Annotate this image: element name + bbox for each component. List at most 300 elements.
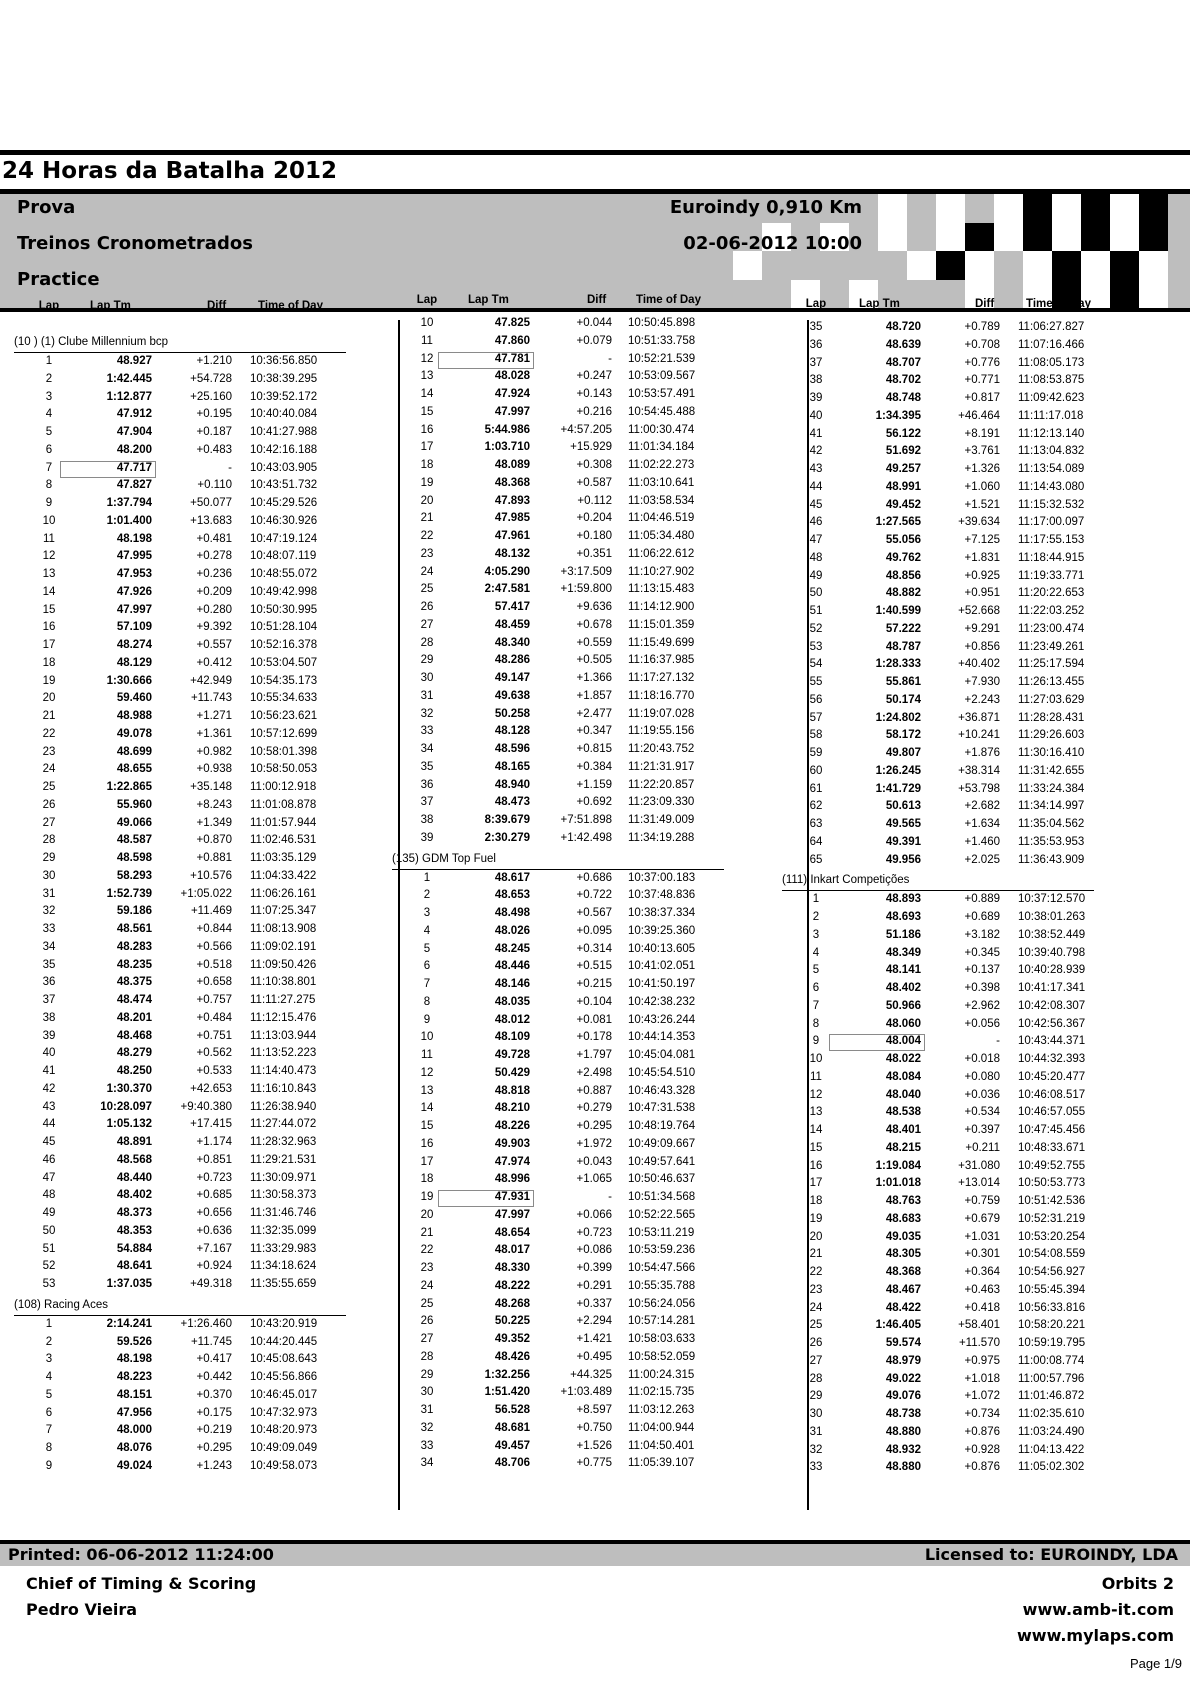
lap-number: 2: [423, 889, 431, 902]
lap-time: 48.474: [116, 994, 152, 1006]
lap-time: 48.891: [116, 1136, 152, 1148]
lap-number: 10: [420, 1031, 434, 1044]
lap-number: 30: [42, 869, 56, 882]
lap-diff: -: [996, 1035, 1000, 1048]
time-of-day: 10:42:38.232: [628, 995, 696, 1008]
time-of-day: 11:00:57.796: [1018, 1372, 1085, 1385]
time-of-day: 10:54:47.566: [628, 1262, 696, 1274]
time-of-day: 11:28:28.431: [1018, 711, 1085, 724]
lap-time: 47.924: [494, 388, 530, 400]
time-of-day: 11:14:40.473: [250, 1065, 317, 1077]
lap-time: 48.198: [116, 1353, 152, 1366]
time-of-day: 10:45:29.526: [250, 497, 318, 509]
lap-diff: +49.318: [190, 1278, 232, 1290]
lap-number: 27: [42, 816, 56, 829]
time-of-day: 10:53:04.507: [250, 656, 318, 669]
lap-time: 48.060: [885, 1017, 921, 1030]
time-of-day: 10:49:09.667: [628, 1137, 696, 1150]
lap-time: 48.639: [885, 338, 921, 351]
time-of-day: 11:17:27.132: [628, 672, 695, 684]
time-of-day: 10:48:19.764: [628, 1120, 696, 1132]
lap-number: 9: [45, 497, 53, 509]
lap-diff: +7:51.898: [560, 814, 612, 826]
lap-diff: +1.349: [196, 816, 232, 829]
lap-time: 50.174: [885, 693, 921, 706]
lap-number: 4: [45, 1371, 53, 1383]
lap-diff: +7.125: [964, 534, 1000, 546]
lap-number: 8: [45, 479, 53, 492]
time-of-day: 11:09:02.191: [250, 940, 317, 953]
lap-diff: +38.314: [958, 764, 1000, 777]
lap-time: 47.926: [116, 585, 152, 598]
lap-number: 9: [812, 1035, 820, 1048]
lap-time: 48.330: [494, 1262, 530, 1274]
lap-row: [0, 816, 1190, 833]
lap-time: 48.940: [494, 778, 530, 791]
lap-row: [0, 852, 1190, 869]
lap-number: 45: [809, 498, 823, 511]
lap-diff: +58.401: [958, 1319, 1000, 1332]
lap-number: 52: [809, 622, 823, 635]
lap-diff: +15.929: [570, 441, 612, 454]
lap-time: 48.927: [116, 355, 152, 367]
time-of-day: 11:04:13.422: [1018, 1443, 1085, 1456]
time-of-day: 10:46:08.517: [1018, 1088, 1086, 1101]
lap-diff: +1.065: [576, 1173, 612, 1186]
lap-time: 49.762: [885, 551, 921, 564]
lap-diff: +0.975: [964, 1354, 1000, 1367]
lap-row: [0, 461, 1190, 478]
lap-number: 15: [420, 405, 434, 418]
lap-time: 48.459: [494, 618, 530, 631]
time-of-day: 11:19:55.156: [628, 725, 695, 738]
lap-row: [0, 1317, 1190, 1334]
lap-number: 30: [809, 1408, 823, 1420]
checker-cell: [878, 194, 907, 223]
lap-diff: +0.876: [964, 1461, 1000, 1474]
lap-diff: +54.728: [190, 372, 232, 385]
chief-name: Pedro Vieira: [26, 1600, 138, 1619]
lap-diff: +0.851: [196, 1153, 232, 1166]
lap-number: 16: [42, 621, 56, 634]
time-of-day: 11:16:37.985: [628, 654, 695, 667]
lap-number: 10: [809, 1053, 823, 1065]
time-of-day: 11:01:57.944: [250, 816, 317, 829]
time-of-day: 11:00:12.918: [250, 781, 317, 793]
time-of-day: 10:47:31.538: [628, 1102, 696, 1115]
lap-diff: +36.871: [958, 711, 1000, 724]
lap-time: 48.200: [116, 443, 152, 456]
lap-number: 17: [420, 1155, 434, 1168]
lap-time: 48.084: [885, 1070, 921, 1083]
lap-number: 20: [42, 692, 56, 705]
column-header-lap: Lap: [38, 300, 60, 312]
lap-time: 47.953: [116, 568, 152, 580]
lap-diff: +0.056: [964, 1017, 1000, 1030]
time-of-day: 11:34:19.288: [628, 831, 695, 844]
time-of-day: 10:54:56.927: [1018, 1266, 1086, 1278]
time-of-day: 11:05:34.480: [628, 530, 695, 542]
lap-number: 4: [423, 924, 431, 937]
time-of-day: 11:31:49.009: [628, 814, 695, 826]
lap-number: 12: [420, 352, 434, 365]
lap-diff: +0.566: [196, 940, 232, 953]
lap-diff: +0.982: [196, 745, 232, 758]
lap-time: 49.147: [494, 672, 530, 684]
time-of-day: 10:43:20.919: [250, 1317, 318, 1330]
team-group-label: (111) Inkart Competições: [782, 874, 910, 887]
lap-number: 57: [809, 711, 823, 724]
time-of-day: 10:52:22.565: [628, 1208, 696, 1221]
time-of-day: 10:41:50.197: [628, 978, 696, 990]
lap-number: 47: [809, 534, 823, 546]
lap-number: 56: [809, 693, 823, 706]
lap-time: 48.706: [494, 1457, 530, 1470]
lap-time: 8:39.679: [484, 814, 530, 826]
lap-diff: +0.043: [576, 1155, 612, 1168]
lap-number: 23: [42, 745, 56, 758]
lap-number: 12: [809, 1088, 823, 1101]
lap-number: 10: [420, 317, 434, 329]
time-of-day: 11:32:35.099: [250, 1224, 317, 1237]
time-of-day: 11:25:17.594: [1018, 658, 1085, 671]
lap-row: [0, 1069, 1190, 1086]
mylaps-link[interactable]: www.mylaps.com: [1017, 1626, 1174, 1645]
time-of-day: 10:54:45.488: [628, 405, 696, 418]
lap-diff: +1.972: [576, 1137, 612, 1150]
checker-cell: [1110, 194, 1139, 223]
time-of-day: 10:47:32.973: [250, 1406, 318, 1419]
time-of-day: 10:39:25.360: [628, 924, 696, 937]
time-of-day: 11:00:30.474: [628, 423, 695, 436]
lap-number: 21: [42, 710, 56, 722]
lap-time: 47.893: [494, 494, 530, 507]
lap-time: 48.089: [494, 459, 530, 471]
lap-time: 48.598: [116, 852, 152, 864]
lap-time: 48.286: [494, 654, 530, 667]
lap-diff: -: [608, 1191, 612, 1203]
lap-number: 30: [420, 1386, 434, 1399]
lap-number: 14: [809, 1124, 823, 1136]
lap-row: [0, 781, 1190, 798]
time-of-day: 10:49:42.998: [250, 585, 318, 598]
time-of-day: 11:07:16.466: [1018, 338, 1085, 351]
lap-diff: +4:57.205: [560, 423, 612, 436]
lap-time: 49.076: [885, 1390, 921, 1403]
time-of-day: 10:53:09.567: [628, 370, 696, 383]
lap-diff: +0.751: [196, 1029, 232, 1042]
lap-number: 7: [45, 461, 53, 474]
lap-row: [0, 1442, 1190, 1459]
lap-diff: +0.723: [196, 1171, 232, 1184]
lap-diff: +0.104: [576, 995, 612, 1008]
lap-diff: +0.656: [196, 1207, 232, 1219]
lap-number: 30: [420, 672, 434, 684]
time-of-day: 11:08:05.173: [1018, 356, 1085, 369]
lap-time: 48.818: [494, 1084, 530, 1097]
lap-diff: +0.924: [196, 1260, 232, 1273]
lap-diff: +0.112: [577, 494, 612, 507]
time-of-day: 10:45:08.643: [250, 1353, 318, 1366]
lap-number: 24: [809, 1301, 823, 1314]
time-of-day: 11:04:46.519: [628, 512, 695, 525]
lap-number: 38: [42, 1011, 56, 1024]
time-of-day: 11:20:43.752: [628, 743, 695, 755]
lap-diff: -: [228, 461, 232, 474]
lap-diff: +8.597: [576, 1404, 612, 1416]
time-of-day: 10:47:19.124: [250, 532, 318, 545]
lap-number: 46: [809, 516, 823, 529]
lap-number: 5: [812, 964, 820, 977]
lap-number: 6: [45, 443, 53, 456]
lap-diff: +0.364: [964, 1266, 1000, 1278]
lap-diff: +1.366: [576, 672, 612, 684]
lap-time: 48.401: [885, 1124, 921, 1136]
lap-diff: +0.750: [576, 1421, 612, 1434]
lap-time: 51.186: [885, 928, 921, 941]
lap-time: 1:30.666: [106, 674, 152, 687]
checker-cell: [1081, 223, 1110, 252]
time-of-day: 11:09:50.426: [250, 958, 317, 971]
lap-time: 47.956: [116, 1406, 152, 1419]
time-of-day: 10:42:56.367: [1018, 1017, 1086, 1030]
lap-number: 38: [420, 814, 434, 826]
lap-diff: +44.325: [570, 1368, 612, 1381]
time-of-day: 10:52:31.219: [1018, 1212, 1086, 1225]
lap-time: 1:34.395: [875, 409, 921, 422]
session-datetime: 02-06-2012 10:00: [683, 233, 862, 254]
lap-time: 47.904: [116, 426, 152, 438]
lap-number: 2: [812, 911, 820, 923]
time-of-day: 11:15:32.532: [1018, 498, 1085, 511]
lap-number: 8: [812, 1017, 820, 1030]
lap-diff: +2.243: [964, 693, 1000, 706]
lap-number: 3: [812, 928, 820, 941]
time-of-day: 11:13:52.223: [250, 1047, 317, 1060]
lap-diff: +2.477: [576, 707, 612, 720]
lap-diff: +0.771: [964, 374, 1000, 387]
lap-diff: +0.789: [964, 321, 1000, 333]
checker-cell: [994, 194, 1023, 223]
lap-number: 22: [42, 727, 56, 740]
time-of-day: 11:23:49.261: [1018, 640, 1085, 653]
lap-number: 51: [42, 1242, 56, 1255]
lap-row: [0, 337, 1190, 354]
lap-diff: +0.143: [576, 388, 612, 400]
lap-number: 20: [420, 494, 434, 507]
lap-time: 48.880: [885, 1461, 921, 1474]
lap-diff: +0.018: [964, 1053, 1000, 1065]
lap-number: 31: [42, 887, 56, 900]
time-of-day: 10:50:46.637: [628, 1173, 696, 1186]
lap-time: 47.985: [494, 512, 530, 525]
checker-cell: [1023, 223, 1052, 252]
lap-row: [0, 1175, 1190, 1192]
lap-diff: +17.415: [190, 1118, 232, 1131]
lap-time: 48.473: [494, 796, 530, 809]
lap-diff: +0.686: [576, 871, 612, 884]
lap-number: 26: [42, 798, 56, 811]
time-of-day: 11:33:24.384: [1018, 782, 1085, 795]
lap-diff: +0.442: [196, 1371, 232, 1383]
lap-time: 48.000: [116, 1424, 152, 1437]
time-of-day: 11:11:27.275: [250, 994, 316, 1006]
time-of-day: 11:13:54.089: [1018, 463, 1085, 475]
lap-number: 39: [42, 1029, 56, 1042]
lap-number: 29: [809, 1390, 823, 1403]
lap-number: 24: [42, 763, 56, 776]
lap-time: 49.452: [885, 498, 921, 511]
lap-diff: +13.683: [190, 514, 232, 527]
time-of-day: 10:45:54.510: [628, 1066, 696, 1079]
time-of-day: 10:40:28.939: [1018, 964, 1086, 977]
lap-diff: +1.018: [964, 1372, 1000, 1385]
lap-number: 1: [423, 871, 431, 884]
lap-number: 31: [420, 689, 434, 702]
lap-time: 48.201: [116, 1011, 152, 1024]
lap-number: 33: [420, 1439, 434, 1452]
lap-time: 48.882: [885, 587, 921, 600]
lap-time: 49.638: [494, 689, 530, 702]
lap-time: 1:24.802: [875, 711, 921, 724]
lap-time: 48.198: [116, 532, 152, 545]
lap-time: 1:27.565: [875, 516, 921, 529]
time-of-day: 11:01:08.878: [250, 798, 317, 811]
lap-time: 1:52.739: [106, 887, 152, 900]
lap-number: 17: [420, 441, 434, 454]
column-header-diff: Diff: [587, 294, 607, 306]
lap-time: 59.460: [116, 692, 152, 705]
checker-cell: [1110, 251, 1139, 280]
time-of-day: 10:41:27.988: [250, 426, 318, 438]
time-of-day: 10:38:01.263: [1018, 911, 1086, 923]
lap-time: 58.293: [116, 869, 152, 882]
checker-cell: [936, 251, 965, 280]
time-of-day: 11:33:29.983: [250, 1242, 317, 1255]
lap-time: 1:12.877: [106, 390, 152, 403]
lap-diff: +11.469: [190, 905, 232, 918]
lap-number: 6: [45, 1406, 53, 1419]
lap-diff: +0.722: [576, 889, 612, 902]
lap-number: 3: [45, 390, 53, 403]
lap-time: 48.693: [885, 911, 921, 923]
license-info: Licensed to: EUROINDY, LDA: [924, 1545, 1178, 1564]
time-of-day: 10:51:34.568: [628, 1191, 696, 1203]
lap-diff: +0.844: [196, 923, 232, 935]
lap-diff: +0.484: [196, 1011, 232, 1024]
lap-time: 48.979: [885, 1354, 921, 1367]
lap-number: 27: [809, 1354, 823, 1367]
time-of-day: 10:47:45.456: [1018, 1124, 1086, 1136]
time-of-day: 11:10:27.902: [628, 565, 695, 578]
printed-timestamp: Printed: 06-06-2012 11:24:00: [8, 1545, 274, 1564]
time-of-day: 10:40:13.605: [628, 942, 696, 955]
lap-time: 48.022: [885, 1053, 921, 1065]
lap-number: 17: [42, 639, 56, 651]
time-of-day: 10:41:02.051: [628, 960, 696, 973]
time-of-day: 10:48:07.119: [250, 550, 317, 563]
page-number: Page 1/9: [1129, 1656, 1182, 1671]
lap-time: 59.574: [885, 1337, 921, 1349]
time-of-day: 11:27:44.072: [250, 1118, 317, 1131]
lap-diff: +0.236: [196, 568, 232, 580]
lap-number: 43: [809, 463, 823, 475]
lap-number: 55: [809, 676, 823, 688]
lap-row: [0, 497, 1190, 514]
time-of-day: 11:28:32.963: [250, 1136, 317, 1148]
time-of-day: 11:05:02.302: [1018, 1461, 1085, 1474]
lap-row: [0, 1282, 1190, 1299]
lap-time: 49.807: [885, 747, 921, 759]
lap-time: 2:47.581: [484, 583, 530, 596]
lap-time: 48.250: [116, 1065, 152, 1077]
lap-diff: +2.025: [964, 853, 1000, 866]
time-of-day: 11:06:22.612: [628, 547, 695, 560]
lap-number: 34: [420, 743, 434, 755]
lap-time: 49.565: [885, 818, 921, 830]
lap-diff: +0.079: [576, 334, 612, 347]
lap-number: 29: [420, 654, 434, 667]
lap-number: 53: [42, 1278, 56, 1290]
time-of-day: 11:03:10.641: [628, 476, 695, 489]
amb-link[interactable]: www.amb-it.com: [1022, 1600, 1174, 1619]
time-of-day: 11:02:22.273: [628, 459, 695, 471]
lap-diff: +0.734: [964, 1408, 1000, 1420]
lap-diff: +9.291: [964, 622, 1000, 635]
checker-cell: [965, 251, 994, 280]
lap-number: 37: [809, 356, 823, 369]
checker-cell: [994, 223, 1023, 252]
lap-number: 28: [420, 1350, 434, 1363]
lap-diff: +1.326: [964, 463, 1000, 475]
lap-number: 46: [42, 1153, 56, 1166]
time-of-day: 11:30:58.373: [250, 1189, 317, 1202]
lap-time: 48.129: [116, 656, 152, 669]
lap-diff: +0.178: [576, 1031, 612, 1044]
time-of-day: 10:53:59.236: [628, 1244, 696, 1257]
lap-number: 36: [809, 338, 823, 351]
time-of-day: 11:19:07.028: [628, 707, 695, 720]
time-of-day: 11:04:50.401: [628, 1439, 695, 1452]
lap-row: [0, 1140, 1190, 1157]
lap-time: 48.707: [885, 356, 921, 369]
lap-number: 25: [809, 1319, 823, 1332]
lap-time: 47.997: [494, 1208, 530, 1221]
lap-number: 23: [420, 547, 434, 560]
lap-time: 48.109: [494, 1031, 530, 1044]
time-of-day: 10:53:11.219: [628, 1226, 695, 1239]
lap-time: 55.861: [885, 676, 921, 688]
time-of-day: 11:03:12.263: [628, 1404, 695, 1416]
lap-time: 1:01.400: [106, 514, 152, 527]
time-of-day: 11:31:42.655: [1018, 764, 1085, 777]
lap-row: [0, 532, 1190, 549]
time-of-day: 10:37:48.836: [628, 889, 696, 902]
lap-number: 3: [423, 907, 431, 919]
lap-diff: +1.797: [576, 1049, 612, 1061]
lap-time: 48.368: [494, 476, 530, 489]
lap-diff: +0.928: [964, 1443, 1000, 1456]
lap-time: 48.368: [885, 1266, 921, 1278]
time-of-day: 11:18:44.915: [1018, 551, 1085, 564]
lap-diff: +0.291: [576, 1279, 612, 1292]
lap-number: 53: [809, 640, 823, 653]
lap-diff: +0.110: [197, 479, 232, 492]
lap-time: 48.932: [885, 1443, 921, 1456]
time-of-day: 11:11:17.018: [1018, 409, 1084, 422]
session-name: Treinos Cronometrados: [17, 233, 253, 254]
lap-diff: +1.857: [576, 689, 612, 702]
